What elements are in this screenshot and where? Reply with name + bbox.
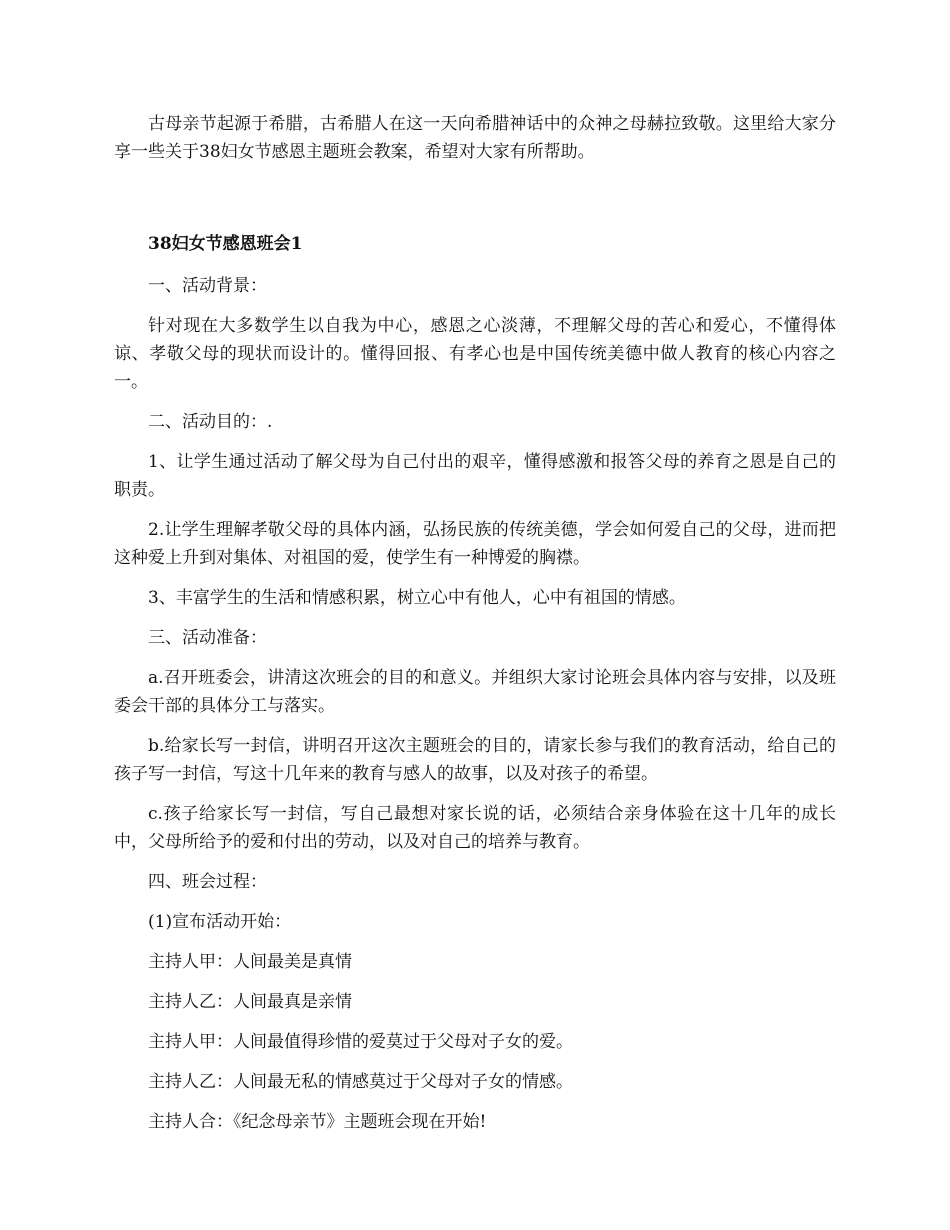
paragraph-goal-3: 3、丰富学生的生活和情感积累，树立心中有他人，心中有祖国的情感。 bbox=[148, 588, 686, 608]
paragraph-host-line-5: 主持人合：《纪念母亲节》主题班会现在开始! bbox=[148, 1112, 487, 1132]
paragraph-goals-title: 二、活动目的：. bbox=[148, 412, 273, 432]
paragraph-host-line-4: 主持人乙：人间最无私的情感莫过于父母对子女的情感。 bbox=[148, 1072, 573, 1092]
paragraph-process-start: (1)宣布活动开始： bbox=[148, 912, 292, 932]
paragraph-process-title: 四、班会过程： bbox=[148, 872, 267, 892]
paragraph-host-line-2: 主持人乙：人间最真是亲情 bbox=[148, 992, 352, 1012]
intro-paragraph: 古母亲节起源于希腊，古希腊人在这一天向希腊神话中的众神之母赫拉致敬。这里给大家分享一些关于38妇女节感恩主题班会教案，希望对大家有所帮助。 bbox=[114, 114, 836, 162]
paragraph-goal-1: 1、让学生通过活动了解父母为自己付出的艰辛，懂得感激和报答父母的养育之恩是自己的职责。 bbox=[114, 452, 836, 500]
paragraph-host-line-1: 主持人甲：人间最美是真情 bbox=[148, 952, 352, 972]
paragraph-prep-b: b.给家长写一封信，讲明召开这次主题班会的目的，请家长参与我们的教育活动，给自己的孩子写一封信，写这十几年来的教育与感人的故事，以及对孩子的希望。 bbox=[114, 736, 836, 784]
paragraph-host-line-3: 主持人甲：人间最值得珍惜的爱莫过于父母对子女的爱。 bbox=[148, 1032, 573, 1052]
paragraph-goal-2: 2.让学生理解孝敬父母的具体内涵，弘扬民族的传统美德，学会如何爱自己的父母，进而把这种爱上升到对集体、对祖国的爱，使学生有一种博爱的胸襟。 bbox=[114, 520, 836, 568]
document-body bbox=[114, 110, 836, 1148]
paragraph-background-text: 针对现在大多数学生以自我为中心，感恩之心淡薄，不理解父母的苦心和爱心，不懂得体谅、孝敬父母的现状而设计的。懂得回报、有孝心也是中国传统美德中做人教育的核心内容之一。 bbox=[114, 316, 836, 392]
paragraph-background-title: 一、活动背景： bbox=[148, 276, 267, 296]
section-heading: 38妇女节感恩班会1 bbox=[148, 234, 303, 254]
paragraph-prep-a: a.召开班委会，讲清这次班会的目的和意义。并组织大家讨论班会具体内容与安排，以及班委会干部的具体分工与落实。 bbox=[114, 668, 836, 716]
paragraph-prep-c: c.孩子给家长写一封信，写自己最想对家长说的话，必须结合亲身体验在这十几年的成长中，父母所给予的爱和付出的劳动，以及对自己的培养与教育。 bbox=[114, 804, 836, 852]
paragraph-prep-title: 三、活动准备： bbox=[148, 628, 267, 648]
